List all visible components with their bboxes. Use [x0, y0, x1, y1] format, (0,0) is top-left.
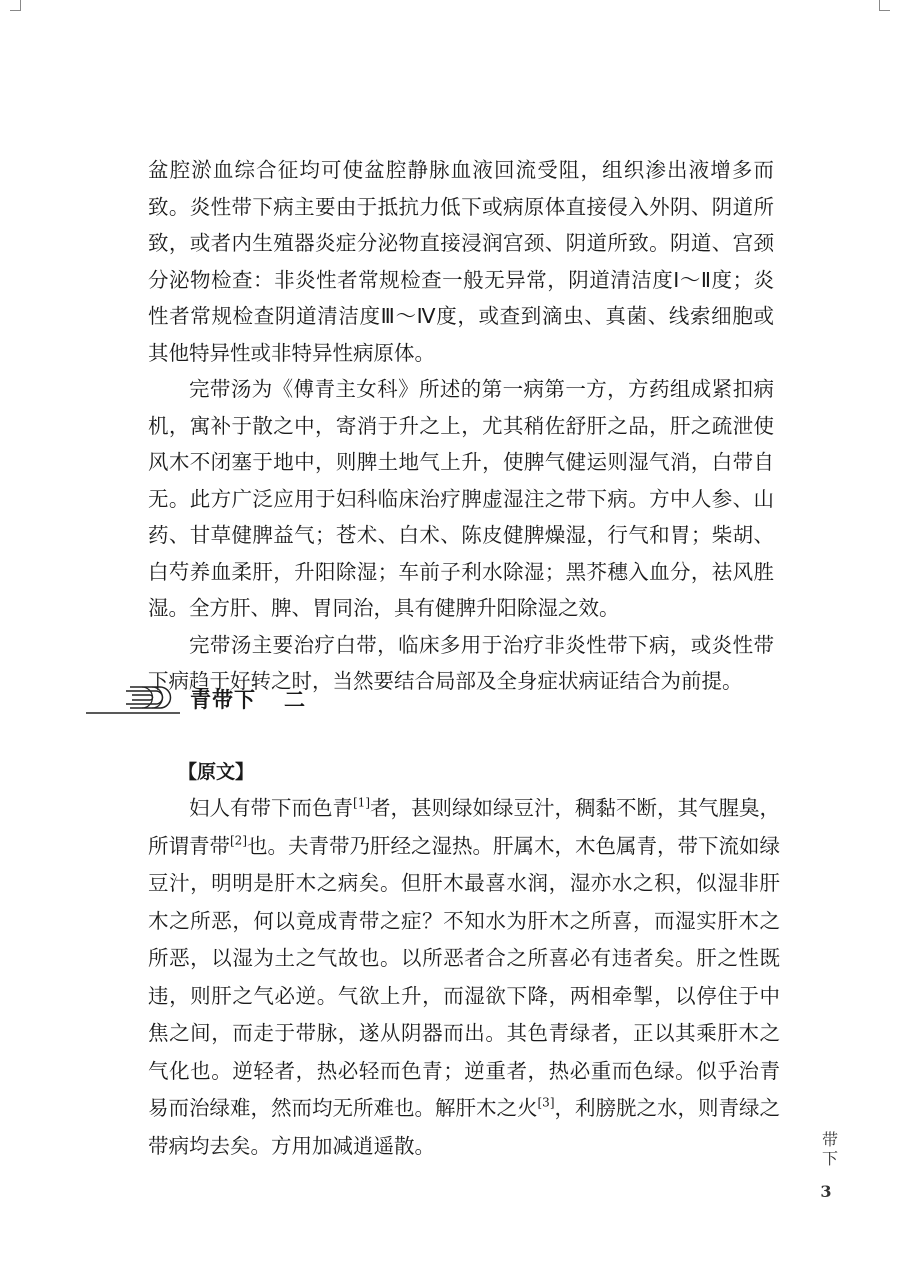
side-label-char: 带: [821, 1130, 838, 1149]
section-title: 青带下: [190, 688, 256, 712]
paragraph-wandai-tang: 完带汤为《傅青主女科》所述的第一病第一方，方药组成紧扣病机，寓补于散之中，寄消于升之上，尤其稍佐舒肝之品，肝之疏泄使风木不闭塞于地中，则脾土地气上升，使脾气健运则湿气消，白带自无。此方广泛应用于妇科临床治疗脾虚湿注之带下病。方中人参、山药、甘草健脾益气；苍术、白术、陈皮健脾燥湿，行气和胃；柴胡、白芍养血柔肝，升阳除湿；车前子利水除湿；黑芥穗入血分，祛风胜湿。全方肝、脾、胃同治，具有健脾升阳除湿之效。: [148, 377, 774, 620]
page-number: 3: [820, 1182, 832, 1201]
crop-mark-top-left: [10, 0, 21, 11]
paragraph-wandai-usage: 完带汤主要治疗白带，临床多用于治疗非炎性带下病，或炎性带下病趋于好转之时，当然要结合局部及全身症状病证结合为前提。: [148, 632, 774, 693]
footnote-ref-3[interactable]: [3]: [537, 1095, 555, 1110]
scroll-ornament-icon: [86, 678, 186, 718]
footnote-ref-1[interactable]: [1]: [353, 795, 370, 810]
paragraph-continuation: 盆腔淤血综合征均可使盆腔静脉血液回流受阻，组织渗出液增多而致。炎性带下病主要由于抵抗力低下或病原体直接侵入外阴、阴道所致，或者内生殖器炎症分泌物直接浸润宫颈、阴道所致。阴道、宫颈分泌物检查：非炎性者常规检查一般无异常，阴道清洁度Ⅰ～Ⅱ度；炎性者常规检查阴道清洁度Ⅲ～Ⅳ度，或查到滴虫、真菌、线索细胞或其他特异性或非特异性病原体。: [148, 158, 774, 365]
original-text-segment: ，利膀胱之水，则青绿之带病均去矣。方用加减逍遥散。: [148, 1096, 780, 1158]
section-number: 二: [284, 688, 305, 712]
original-text-label: 【原文】: [178, 761, 255, 783]
original-text-segment: 者，甚则绿如绿豆汁，稠黏不断，其气腥臭，所谓青带: [148, 796, 780, 858]
crop-mark-top-right: [879, 0, 890, 11]
original-text-segment: 也。夫青带乃肝经之湿热。肝属木，木色属青，带下流如绿豆汁，明明是肝木之病矣。但肝木最喜水润，湿亦水之积，似湿非肝木之所恶，何以竟成青带之症？不知水为肝木之所喜，而湿实肝木之所恶，以湿为土之气故也。以所恶者合之所喜必有违者矣。肝之性既违，则肝之气必逆。气欲上升，而湿欲下降，两相牵掣，以停住于中焦之间，而走于带脉，遂从阴器而出。其色青绿者，正以其乘肝木之气化也。逆轻者，热必轻而色青；逆重者，热必重而色绿。似乎治青易而治绿难，然而均无所难也。解肝木之火: [148, 833, 780, 1120]
footnote-ref-2[interactable]: [2]: [230, 833, 247, 848]
original-text-paragraph: [148, 790, 780, 1165]
side-label-char: 下: [821, 1149, 838, 1168]
original-text-segment: 妇人有带下而色青: [189, 796, 353, 820]
section-heading: [86, 678, 786, 718]
body-text-block: [148, 152, 774, 700]
chapter-side-label: [820, 1130, 840, 1168]
